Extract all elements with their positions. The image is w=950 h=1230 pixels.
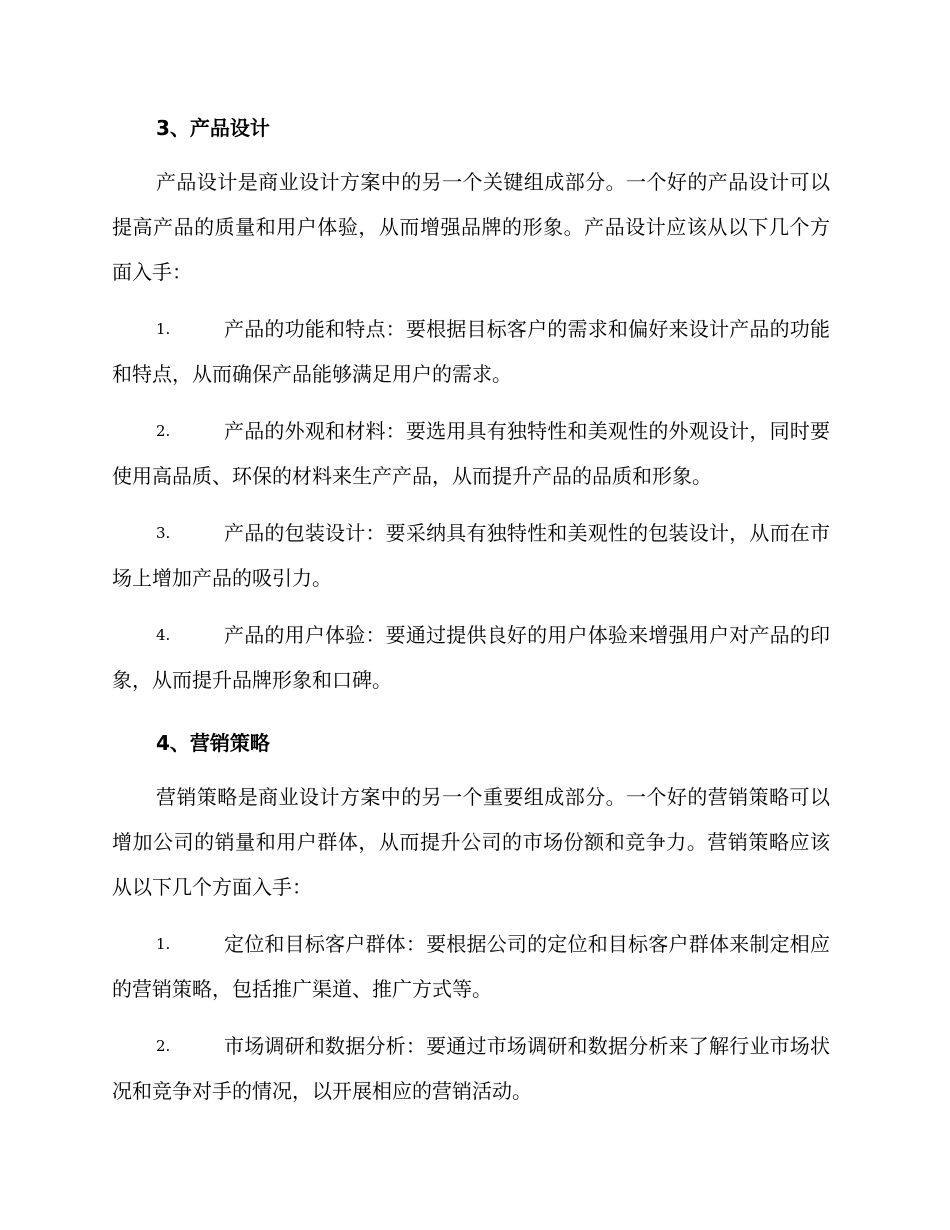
list-number: 4.: [156, 626, 171, 644]
section-heading: 4、营销策略: [156, 731, 270, 755]
section-intro-paragraph: 产品设计是商业设计方案中的另一个关键组成部分。一个好的产品设计可以提高产品的质量和用户体验，从而增强品牌的形象。产品设计应该从以下几个方面入手：: [112, 170, 830, 284]
list-item: [112, 922, 830, 1012]
list-item: [112, 409, 830, 499]
list-item-text: 市场调研和数据分析：要通过市场调研和数据分析来了解行业市场状况和竞争对手的情况，以开展相应的营销活动。: [112, 1034, 830, 1103]
list-number: 2.: [156, 422, 171, 440]
list-item: [112, 511, 830, 601]
list-number: 1.: [156, 935, 171, 953]
list-item: [112, 307, 830, 397]
section-product-design: [112, 114, 830, 1126]
list-item: [112, 1024, 830, 1114]
section-intro-paragraph: 营销策略是商业设计方案中的另一个重要组成部分。一个好的营销策略可以增加公司的销量和用户群体，从而提升公司的市场份额和竞争力。营销策略应该从以下几个方面入手：: [112, 785, 830, 899]
list-item-text: 产品的功能和特点：要根据目标客户的需求和偏好来设计产品的功能和特点，从而确保产品能够满足用户的需求。: [112, 317, 830, 386]
list-item-text: 产品的包装设计：要采纳具有独特性和美观性的包装设计，从而在市场上增加产品的吸引力。: [112, 521, 830, 590]
section-heading: 3、产品设计: [156, 116, 270, 140]
list-item: [112, 613, 830, 703]
list-number: 3.: [156, 524, 171, 542]
list-item-text: 定位和目标客户群体：要根据公司的定位和目标客户群体来制定相应的营销策略，包括推广渠道、推广方式等。: [112, 932, 830, 1001]
list-number: 1.: [156, 320, 171, 338]
list-item-text: 产品的外观和材料：要选用具有独特性和美观性的外观设计，同时要使用高品质、环保的材料来生产产品，从而提升产品的品质和形象。: [112, 419, 830, 488]
list-item-text: 产品的用户体验：要通过提供良好的用户体验来增强用户对产品的印象，从而提升品牌形象和口碑。: [112, 623, 830, 692]
list-number: 2.: [156, 1037, 171, 1055]
